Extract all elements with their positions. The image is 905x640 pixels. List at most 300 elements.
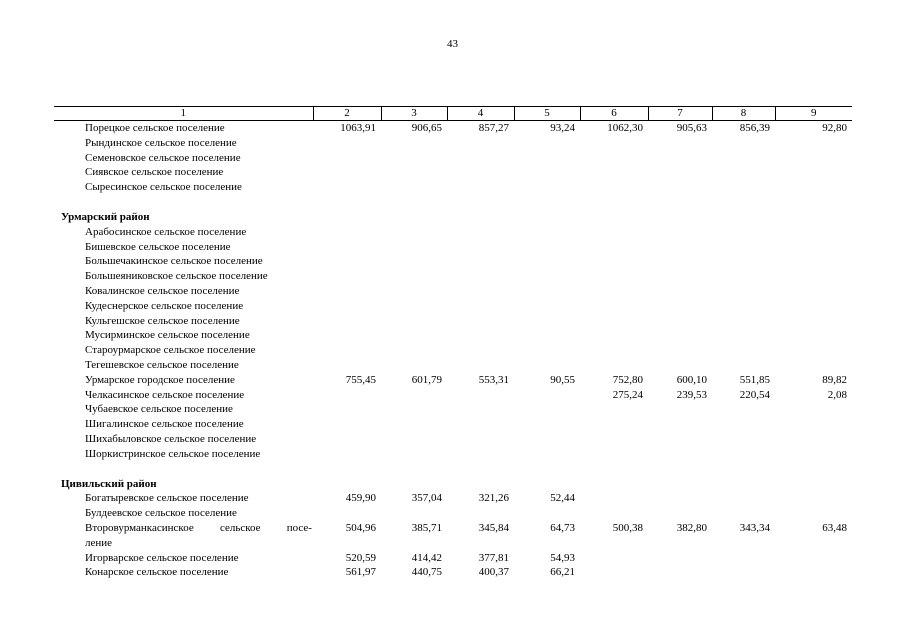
table-cell [514, 299, 580, 314]
table-cell [580, 551, 648, 566]
settlement-name: Мусирминское сельское поселение [85, 329, 250, 342]
table-cell: 856,39 [739, 122, 770, 134]
table-cell [381, 165, 447, 180]
table-cell [580, 447, 648, 462]
table-cell [580, 477, 648, 492]
table-cell [447, 284, 514, 299]
table-cell [313, 136, 381, 151]
table-row [54, 151, 852, 166]
table-cell [775, 240, 852, 255]
table-cell [712, 447, 775, 462]
table-cell: 553,31 [478, 373, 509, 386]
table-cell [313, 269, 381, 284]
table-cell [381, 328, 447, 343]
table-cell [712, 165, 775, 180]
settlement-name: Сиявское сельское поселение [85, 166, 224, 179]
table-cell [775, 151, 852, 166]
settlement-name: Игорварское сельское поселение [85, 551, 239, 564]
data-table [54, 106, 852, 580]
table-row [54, 373, 852, 388]
settlement-name: Кудеснерское сельское поселение [85, 299, 244, 312]
table-cell [775, 477, 852, 492]
table-cell: 345,84 [478, 521, 509, 534]
spacer-cell [775, 195, 852, 210]
table-cell [580, 165, 648, 180]
table-cell [514, 254, 580, 269]
table-cell [712, 417, 775, 432]
spacer-cell [514, 462, 580, 477]
table-cell [775, 565, 852, 580]
table-row [54, 506, 852, 521]
table-cell [648, 506, 712, 521]
table-cell [775, 358, 852, 373]
table-cell [648, 180, 712, 195]
table-cell [712, 225, 775, 240]
table-cell [712, 358, 775, 373]
table-cell [648, 477, 712, 492]
table-cell: 63,48 [822, 521, 847, 534]
table-cell [712, 551, 775, 566]
table-cell [712, 506, 775, 521]
table-cell [313, 240, 381, 255]
table-cell [447, 358, 514, 373]
table-cell [580, 225, 648, 240]
table-cell [381, 388, 447, 403]
table-cell [514, 343, 580, 358]
table-row [54, 432, 852, 447]
table-cell [381, 225, 447, 240]
spacer-cell [447, 195, 514, 210]
table-cell [381, 299, 447, 314]
table-row [54, 447, 852, 462]
table-cell [381, 417, 447, 432]
table-cell [775, 417, 852, 432]
spacer-cell [775, 462, 852, 477]
table-cell [712, 284, 775, 299]
table-cell [514, 225, 580, 240]
spacer-cell [712, 462, 775, 477]
table-cell: 90,55 [550, 373, 575, 386]
table-cell [381, 402, 447, 417]
table-cell [514, 269, 580, 284]
table-cell [648, 491, 712, 506]
district-row [54, 477, 852, 492]
table-cell: 93,24 [550, 122, 575, 134]
spacer-cell [54, 195, 313, 210]
table-cell [775, 225, 852, 240]
table-row [54, 299, 852, 314]
table-cell [580, 358, 648, 373]
table-cell [648, 240, 712, 255]
table-cell [580, 417, 648, 432]
table-cell: 601,79 [411, 373, 442, 386]
table-cell [313, 254, 381, 269]
table-cell [775, 343, 852, 358]
table-cell [447, 240, 514, 255]
table-cell [447, 328, 514, 343]
table-cell [514, 417, 580, 432]
table-cell [447, 165, 514, 180]
table-row [54, 225, 852, 240]
settlement-name: Кульгешское сельское поселение [85, 314, 240, 327]
table-cell [775, 328, 852, 343]
settlement-name: Сыресинское сельское поселение [85, 181, 242, 194]
table-cell [514, 151, 580, 166]
table-cell [580, 432, 648, 447]
table-cell: 66,21 [550, 566, 575, 579]
settlement-name: Бишевское сельское поселение [85, 240, 231, 253]
table-cell [514, 180, 580, 195]
table-cell [580, 240, 648, 255]
table-cell [381, 284, 447, 299]
table-cell [514, 314, 580, 329]
table-cell [447, 343, 514, 358]
spacer-cell [580, 462, 648, 477]
table-cell [775, 491, 852, 506]
table-cell [313, 225, 381, 240]
table-cell [313, 477, 381, 492]
table-cell [775, 314, 852, 329]
table-cell [447, 447, 514, 462]
table-cell [313, 284, 381, 299]
table-cell [447, 136, 514, 151]
table-cell [712, 314, 775, 329]
table-cell [775, 284, 852, 299]
table-cell [712, 402, 775, 417]
table-cell [648, 210, 712, 225]
settlement-name: Большечакинское сельское поселение [85, 255, 263, 268]
table-row [54, 343, 852, 358]
table-cell [648, 151, 712, 166]
table-cell [514, 240, 580, 255]
table-cell: 343,34 [739, 521, 770, 534]
table-cell [648, 328, 712, 343]
table-cell [447, 432, 514, 447]
table-cell [514, 477, 580, 492]
district-name: Цивильский район [61, 477, 157, 490]
table-cell [712, 432, 775, 447]
table-cell [381, 343, 447, 358]
table-cell [313, 151, 381, 166]
table-cell [712, 565, 775, 580]
table-cell [313, 299, 381, 314]
table-cell [648, 358, 712, 373]
table-cell [648, 299, 712, 314]
settlement-name: Чубаевское сельское поселение [85, 403, 233, 416]
table-cell [447, 269, 514, 284]
table-cell: 459,90 [345, 492, 376, 505]
table-cell: 92,80 [822, 122, 847, 134]
table-cell [712, 299, 775, 314]
column-header: 9 [775, 107, 852, 121]
table-row [54, 254, 852, 269]
table-cell [775, 165, 852, 180]
table-cell [775, 447, 852, 462]
settlement-name: Большеяниковское сельское поселение [85, 270, 268, 283]
table-cell [447, 417, 514, 432]
column-header: 4 [447, 107, 514, 121]
table-cell: 905,63 [676, 122, 707, 134]
table-cell [775, 136, 852, 151]
table-cell [775, 506, 852, 521]
table-cell [580, 151, 648, 166]
table-cell [775, 269, 852, 284]
table-cell [580, 506, 648, 521]
table-cell [712, 254, 775, 269]
table-cell: 561,97 [345, 566, 376, 579]
table-row [54, 328, 852, 343]
table-cell [381, 210, 447, 225]
table-cell [514, 165, 580, 180]
table-row [54, 388, 852, 403]
table-cell: 54,93 [550, 551, 575, 564]
table-cell [648, 284, 712, 299]
table-cell [648, 314, 712, 329]
column-header: 5 [514, 107, 580, 121]
table-cell [313, 432, 381, 447]
table-cell [447, 506, 514, 521]
table-row [54, 358, 852, 373]
table-cell: 414,42 [411, 551, 442, 564]
table-cell: 752,80 [612, 373, 643, 386]
table-row [54, 284, 852, 299]
table-cell [313, 358, 381, 373]
settlement-name: Рындинское сельское поселение [85, 136, 237, 149]
table-cell: 1062,30 [607, 122, 643, 134]
table-cell: 89,82 [822, 373, 847, 386]
column-header: 7 [648, 107, 712, 121]
settlement-name: Арабосинское сельское поселение [85, 225, 247, 238]
table-cell [313, 343, 381, 358]
table-cell: 52,44 [550, 492, 575, 505]
table-cell: 551,85 [739, 373, 770, 386]
settlement-name: Староурмарское сельское поселение [85, 344, 256, 357]
table-cell [648, 136, 712, 151]
table-cell [381, 269, 447, 284]
table-row [54, 121, 852, 136]
table-cell [381, 506, 447, 521]
table-cell [648, 402, 712, 417]
spacer-cell [514, 195, 580, 210]
table-cell [447, 151, 514, 166]
table-cell [712, 180, 775, 195]
table-row [54, 165, 852, 180]
table-row [54, 565, 852, 580]
spacer-cell [712, 195, 775, 210]
table-cell: 1063,91 [340, 122, 376, 134]
table-cell [313, 210, 381, 225]
table-row [54, 314, 852, 329]
table-cell [775, 432, 852, 447]
settlement-name: Тегешевское сельское поселение [85, 358, 239, 371]
table-cell [775, 210, 852, 225]
column-header: 3 [381, 107, 447, 121]
settlement-name-line [85, 521, 313, 536]
table-cell [648, 254, 712, 269]
table-cell [313, 314, 381, 329]
table-cell [313, 506, 381, 521]
table-cell [648, 551, 712, 566]
table-cell: 385,71 [411, 521, 442, 534]
table-cell [381, 447, 447, 462]
table-row [54, 551, 852, 566]
settlement-name: Челкасинское сельское поселение [85, 388, 245, 401]
table-cell: 239,53 [676, 388, 707, 401]
table-cell [447, 402, 514, 417]
table-cell: 377,81 [478, 551, 509, 564]
table-cell [381, 240, 447, 255]
table-cell: 500,38 [612, 521, 643, 534]
table-row [54, 136, 852, 151]
column-header: 6 [580, 107, 648, 121]
table-cell [514, 388, 580, 403]
table-row [54, 402, 852, 417]
spacer-cell [54, 462, 313, 477]
table-cell: 857,27 [478, 122, 509, 134]
table-cell [712, 210, 775, 225]
settlement-name: Порецкое сельское поселение [85, 122, 225, 134]
table-cell [447, 210, 514, 225]
table-row [54, 240, 852, 255]
table-cell: 520,59 [345, 551, 376, 564]
table-cell [381, 136, 447, 151]
table-row [54, 269, 852, 284]
table-cell [580, 254, 648, 269]
table-cell: 440,75 [411, 566, 442, 579]
table-cell [381, 151, 447, 166]
table-cell [775, 299, 852, 314]
table-cell [447, 299, 514, 314]
table-cell [580, 180, 648, 195]
table-cell [447, 388, 514, 403]
table-cell [313, 447, 381, 462]
table-cell [313, 180, 381, 195]
table-cell [648, 417, 712, 432]
table-cell [775, 180, 852, 195]
table-cell [712, 343, 775, 358]
table-cell [313, 328, 381, 343]
table-cell [313, 165, 381, 180]
table-cell [580, 491, 648, 506]
table-cell [712, 136, 775, 151]
table-cell [648, 269, 712, 284]
table-cell [514, 506, 580, 521]
table-cell [514, 284, 580, 299]
settlement-name: Шигалинское сельское поселение [85, 418, 244, 431]
settlement-name-part: Второвурманкасинское [85, 521, 194, 534]
settlement-name: Ковалинское сельское поселение [85, 284, 240, 297]
settlement-name: Семеновское сельское поселение [85, 151, 241, 164]
column-header: 8 [712, 107, 775, 121]
table-cell [580, 402, 648, 417]
table-cell [313, 388, 381, 403]
spacer-row [54, 195, 852, 210]
settlement-name: Урмарское городское поселение [85, 373, 235, 386]
settlement-name-line: ление [85, 536, 113, 549]
table-cell [514, 358, 580, 373]
spacer-cell [648, 195, 712, 210]
table-cell [514, 328, 580, 343]
table-cell: 600,10 [676, 373, 707, 386]
table-cell [648, 165, 712, 180]
table-cell [712, 328, 775, 343]
page-number: 43 [447, 38, 458, 50]
table-cell [580, 328, 648, 343]
settlement-name-part: сельское [219, 521, 261, 534]
spacer-cell [580, 195, 648, 210]
table-cell [313, 417, 381, 432]
settlement-name [54, 521, 313, 551]
table-cell: 275,24 [612, 388, 643, 401]
table-cell [381, 254, 447, 269]
spacer-row [54, 462, 852, 477]
table-cell: 906,65 [411, 122, 442, 134]
table-cell [514, 432, 580, 447]
table-cell [712, 491, 775, 506]
table-cell [580, 314, 648, 329]
district-name: Урмарский район [61, 210, 150, 223]
spacer-cell [648, 462, 712, 477]
table-cell [580, 284, 648, 299]
table-cell [447, 477, 514, 492]
settlement-name: Шоркистринское сельское поселение [85, 447, 261, 460]
settlement-name: Булдеевское сельское поселение [85, 507, 237, 520]
spacer-cell [447, 462, 514, 477]
table-header-row [54, 107, 852, 121]
table-cell [381, 432, 447, 447]
table-cell: 400,37 [478, 566, 509, 579]
column-header: 1 [54, 107, 313, 121]
table-cell: 64,73 [550, 521, 575, 534]
table-cell [381, 180, 447, 195]
table-cell [712, 477, 775, 492]
table-cell [580, 269, 648, 284]
table-cell [648, 225, 712, 240]
table-cell [447, 225, 514, 240]
table-cell [775, 402, 852, 417]
table-cell [514, 447, 580, 462]
table-cell [648, 447, 712, 462]
table-cell [712, 151, 775, 166]
table-cell [580, 136, 648, 151]
table-row [54, 521, 852, 551]
table-cell [514, 402, 580, 417]
district-row [54, 210, 852, 225]
table-cell: 382,80 [676, 521, 707, 534]
table-cell [580, 210, 648, 225]
table-cell [580, 343, 648, 358]
settlement-name: Конарское сельское поселение [85, 566, 229, 579]
table-cell [648, 432, 712, 447]
table-row [54, 180, 852, 195]
table-cell [447, 254, 514, 269]
table-cell [381, 314, 447, 329]
table-cell: 321,26 [478, 492, 509, 505]
table-body [54, 121, 852, 581]
table-cell [514, 136, 580, 151]
spacer-cell [381, 462, 447, 477]
table-cell [447, 180, 514, 195]
table-cell [381, 477, 447, 492]
table-cell [775, 254, 852, 269]
settlement-name-part: посе- [286, 521, 312, 534]
table-cell [514, 210, 580, 225]
table-cell [381, 358, 447, 373]
table-cell [313, 402, 381, 417]
table-cell: 357,04 [411, 492, 442, 505]
table-cell [580, 299, 648, 314]
column-header: 2 [313, 107, 381, 121]
